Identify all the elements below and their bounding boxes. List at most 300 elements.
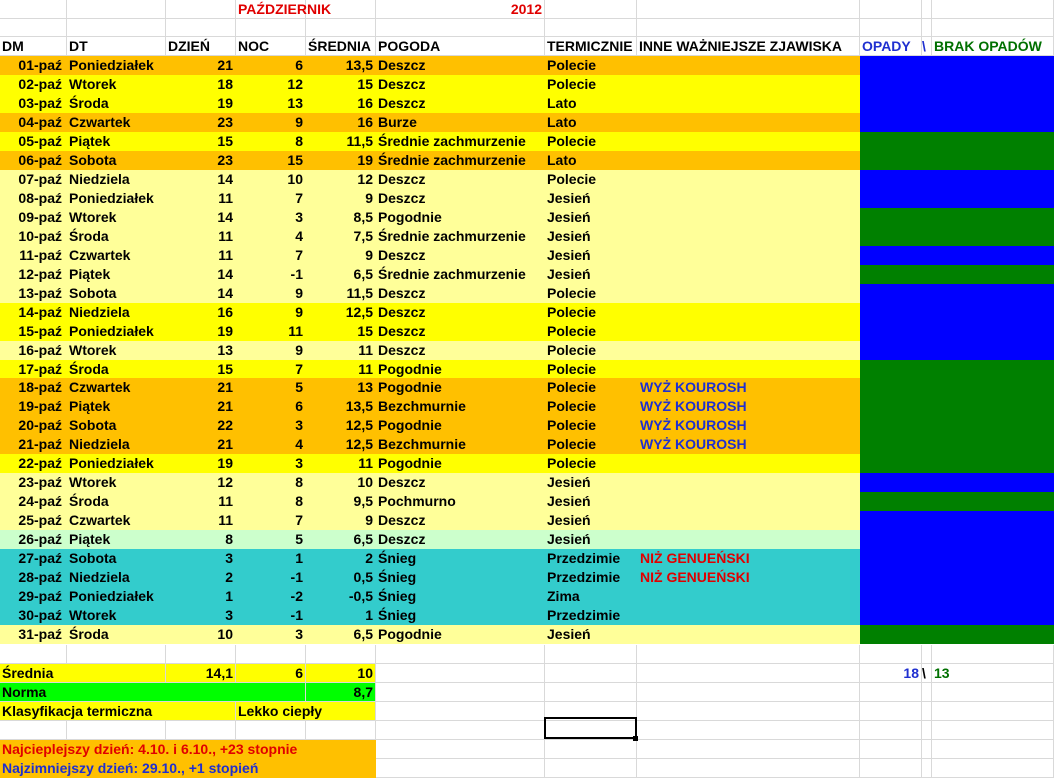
cell-thermal[interactable]: Polecie [545,322,637,341]
precip-indicator[interactable] [860,341,1054,360]
cell[interactable] [637,645,860,664]
cell-dm[interactable]: 21-paź [0,435,67,454]
cell-day[interactable]: 1 [166,587,236,606]
cell-dt[interactable]: Środa [67,360,166,378]
cell-day[interactable]: 14 [166,265,236,284]
cell-thermal[interactable]: Przedzimie [545,606,637,625]
cell[interactable] [545,0,637,19]
coldest-day[interactable]: Najzimniejszy dzień: 29.10., +1 stopień [0,759,376,778]
cell[interactable] [0,721,67,740]
cell-avg[interactable]: 8,5 [306,208,376,227]
cell-dm[interactable]: 10-paź [0,227,67,246]
cell-avg[interactable]: 12,5 [306,416,376,435]
cell-weather[interactable]: Deszcz [376,94,545,113]
cell-night[interactable]: 7 [236,189,306,208]
cell-weather[interactable]: Bezchmurnie [376,435,545,454]
cell-day[interactable]: 19 [166,454,236,473]
cell-avg[interactable]: 13 [306,378,376,397]
classification-value[interactable]: Lekko ciepły [236,702,376,721]
cell-night[interactable]: 7 [236,246,306,265]
no-precip-indicator[interactable] [860,435,1054,454]
precip-days[interactable]: 18 [860,664,922,683]
header-noprecip[interactable]: BRAK OPADÓW [932,37,1054,56]
cell-event[interactable]: NIŻ GENUEŃSKI [637,568,860,587]
cell[interactable] [860,759,922,778]
cell[interactable] [545,645,637,664]
cell-event[interactable] [637,530,860,549]
cell[interactable] [67,19,166,37]
cell-thermal[interactable]: Polecie [545,378,637,397]
cell-dm[interactable]: 01-paź [0,56,67,75]
cell-night[interactable]: 9 [236,303,306,322]
cell-weather[interactable]: Deszcz [376,530,545,549]
cell-avg[interactable]: 19 [306,151,376,170]
cell-avg[interactable]: 6,5 [306,530,376,549]
cell-event[interactable] [637,454,860,473]
cell-thermal[interactable]: Polecie [545,75,637,94]
cell-avg[interactable]: 12,5 [306,435,376,454]
cell-dm[interactable]: 30-paź [0,606,67,625]
cell-day[interactable]: 14 [166,284,236,303]
cell-day[interactable]: 12 [166,473,236,492]
average-night[interactable]: 6 [236,664,306,683]
cell-weather[interactable]: Średnie zachmurzenie [376,227,545,246]
cell[interactable] [637,740,860,759]
cell-day[interactable]: 23 [166,151,236,170]
cell-day[interactable]: 8 [166,530,236,549]
cell-avg[interactable]: -0,5 [306,587,376,606]
no-precip-indicator[interactable] [860,397,1054,416]
cell[interactable] [236,645,306,664]
average-label[interactable]: Średnia [0,664,166,683]
cell-day[interactable]: 21 [166,378,236,397]
cell-night[interactable]: -2 [236,587,306,606]
cell[interactable] [860,702,922,721]
cell-dt[interactable]: Środa [67,94,166,113]
cell-dt[interactable]: Czwartek [67,511,166,530]
cell-dm[interactable]: 08-paź [0,189,67,208]
cell-event[interactable] [637,360,860,378]
cell-dt[interactable]: Niedziela [67,303,166,322]
cell[interactable] [376,664,545,683]
cell-night[interactable]: 3 [236,416,306,435]
cell[interactable] [932,759,1054,778]
cell[interactable] [376,19,545,37]
cell[interactable] [922,19,932,37]
cell-thermal[interactable]: Zima [545,587,637,606]
cell-thermal[interactable]: Polecie [545,360,637,378]
precip-indicator[interactable] [860,511,1054,530]
cell-dm[interactable]: 22-paź [0,454,67,473]
header-weather[interactable]: POGODA [376,37,545,56]
cell-weather[interactable]: Pogodnie [376,454,545,473]
cell-avg[interactable]: 6,5 [306,625,376,644]
cell-event[interactable] [637,75,860,94]
cell-weather[interactable]: Burze [376,113,545,132]
cell-night[interactable]: 3 [236,454,306,473]
cell-weather[interactable]: Pogodnie [376,625,545,644]
cell[interactable] [67,645,166,664]
cell-dm[interactable]: 09-paź [0,208,67,227]
cell-day[interactable]: 18 [166,75,236,94]
cell-dt[interactable]: Piątek [67,132,166,151]
cell[interactable] [860,645,922,664]
cell-avg[interactable]: 9,5 [306,492,376,511]
noprecip-days[interactable]: 13 [932,664,1054,683]
cell[interactable] [545,19,637,37]
cell[interactable] [860,19,922,37]
cell-day[interactable]: 10 [166,625,236,644]
cell-dt[interactable]: Sobota [67,549,166,568]
cell-event[interactable] [637,208,860,227]
cell-thermal[interactable]: Polecie [545,56,637,75]
cell-night[interactable]: 4 [236,435,306,454]
header-dm[interactable]: DM [0,37,67,56]
cell-night[interactable]: 13 [236,94,306,113]
cell-dm[interactable]: 24-paź [0,492,67,511]
header-avg[interactable]: ŚREDNIA [306,37,376,56]
precip-indicator[interactable] [860,75,1054,94]
cell-dt[interactable]: Poniedziałek [67,56,166,75]
cell-thermal[interactable]: Jesień [545,492,637,511]
cell[interactable] [932,721,1054,740]
header-sep[interactable]: \ [922,37,932,56]
precip-indicator[interactable] [860,189,1054,208]
cell[interactable] [932,19,1054,37]
cell-night[interactable]: 5 [236,530,306,549]
cell-dm[interactable]: 07-paź [0,170,67,189]
cell-thermal[interactable]: Lato [545,151,637,170]
no-precip-indicator[interactable] [860,360,1054,378]
cell-day[interactable]: 21 [166,397,236,416]
cell-thermal[interactable]: Polecie [545,303,637,322]
precip-indicator[interactable] [860,473,1054,492]
cell-dm[interactable]: 31-paź [0,625,67,644]
cell[interactable] [545,683,637,702]
cell-weather[interactable]: Deszcz [376,246,545,265]
cell[interactable] [166,645,236,664]
cell-day[interactable]: 13 [166,341,236,360]
cell-avg[interactable]: 1 [306,606,376,625]
no-precip-indicator[interactable] [860,416,1054,435]
cell-dm[interactable]: 27-paź [0,549,67,568]
cell-event[interactable] [637,170,860,189]
cell-day[interactable]: 16 [166,303,236,322]
cell[interactable] [306,19,376,37]
cell-dm[interactable]: 04-paź [0,113,67,132]
cell-event[interactable]: NIŻ GENUEŃSKI [637,549,860,568]
cell-thermal[interactable]: Jesień [545,208,637,227]
cell-day[interactable]: 14 [166,208,236,227]
cell-night[interactable]: 15 [236,151,306,170]
cell-avg[interactable]: 15 [306,322,376,341]
cell-dt[interactable]: Wtorek [67,606,166,625]
cell-thermal[interactable]: Polecie [545,416,637,435]
cell-day[interactable]: 11 [166,492,236,511]
cell-night[interactable]: 9 [236,341,306,360]
cell-avg[interactable]: 11 [306,454,376,473]
cell-day[interactable]: 11 [166,189,236,208]
cell-night[interactable]: 9 [236,284,306,303]
cell-dt[interactable]: Sobota [67,151,166,170]
cell-dt[interactable]: Wtorek [67,473,166,492]
cell-dm[interactable]: 13-paź [0,284,67,303]
cell-event[interactable] [637,113,860,132]
cell-dt[interactable]: Sobota [67,284,166,303]
cell-day[interactable]: 14 [166,170,236,189]
cell[interactable] [922,645,932,664]
cell-avg[interactable]: 12 [306,170,376,189]
no-precip-indicator[interactable] [860,454,1054,473]
cell-dm[interactable]: 05-paź [0,132,67,151]
cell-night[interactable]: 8 [236,492,306,511]
cell[interactable] [637,721,860,740]
cell-dm[interactable]: 17-paź [0,360,67,378]
no-precip-indicator[interactable] [860,378,1054,397]
cell-day[interactable]: 22 [166,416,236,435]
cell-dt[interactable]: Piątek [67,397,166,416]
cell-dt[interactable]: Poniedziałek [67,322,166,341]
precip-indicator[interactable] [860,568,1054,587]
average-day[interactable]: 14,1 [166,664,236,683]
cell[interactable] [67,721,166,740]
cell-dt[interactable]: Wtorek [67,208,166,227]
cell-event[interactable] [637,587,860,606]
cell[interactable] [166,0,236,19]
cell-weather[interactable]: Średnie zachmurzenie [376,265,545,284]
precip-indicator[interactable] [860,303,1054,322]
cell[interactable] [0,645,67,664]
cell-weather[interactable]: Bezchmurnie [376,397,545,416]
cell-dm[interactable]: 29-paź [0,587,67,606]
cell-dt[interactable]: Piątek [67,265,166,284]
header-thermal[interactable]: TERMICZNIE [545,37,637,56]
cell-thermal[interactable]: Jesień [545,530,637,549]
cell[interactable] [932,740,1054,759]
cell-event[interactable] [637,341,860,360]
cell[interactable] [236,19,306,37]
cell-event[interactable]: WYŻ KOUROSH [637,435,860,454]
precip-indicator[interactable] [860,587,1054,606]
cell-thermal[interactable]: Polecie [545,397,637,416]
cell-thermal[interactable]: Polecie [545,341,637,360]
cell-thermal[interactable]: Jesień [545,246,637,265]
cell-dt[interactable]: Niedziela [67,170,166,189]
no-precip-indicator[interactable] [860,492,1054,511]
cell-night[interactable]: 4 [236,227,306,246]
cell-thermal[interactable]: Jesień [545,265,637,284]
cell-dm[interactable]: 02-paź [0,75,67,94]
cell-event[interactable] [637,94,860,113]
cell-thermal[interactable]: Polecie [545,454,637,473]
cell-thermal[interactable]: Polecie [545,170,637,189]
cell-avg[interactable]: 6,5 [306,265,376,284]
cell-thermal[interactable]: Polecie [545,132,637,151]
cell-avg[interactable]: 11,5 [306,132,376,151]
selected-cell-cursor[interactable] [544,717,637,739]
cell[interactable] [376,702,545,721]
cell-avg[interactable]: 13,5 [306,397,376,416]
cell-weather[interactable]: Średnie zachmurzenie [376,151,545,170]
cell[interactable] [637,683,860,702]
cell-event[interactable] [637,322,860,341]
cell-dt[interactable]: Niedziela [67,435,166,454]
cell-thermal[interactable]: Jesień [545,189,637,208]
cell-weather[interactable]: Deszcz [376,56,545,75]
cell[interactable] [637,664,860,683]
cell[interactable] [637,702,860,721]
precip-indicator[interactable] [860,606,1054,625]
cell-avg[interactable]: 2 [306,549,376,568]
cell-dm[interactable]: 25-paź [0,511,67,530]
cell-dm[interactable]: 18-paź [0,378,67,397]
cell-thermal[interactable]: Jesień [545,511,637,530]
precip-indicator[interactable] [860,94,1054,113]
cell-dm[interactable]: 03-paź [0,94,67,113]
cell-dt[interactable]: Wtorek [67,75,166,94]
cell[interactable] [932,683,1054,702]
cell-avg[interactable]: 16 [306,94,376,113]
cell-night[interactable]: 10 [236,170,306,189]
cell-weather[interactable]: Śnieg [376,606,545,625]
cell-day[interactable]: 23 [166,113,236,132]
cell-day[interactable]: 21 [166,56,236,75]
cell-avg[interactable]: 9 [306,189,376,208]
cell-weather[interactable]: Deszcz [376,170,545,189]
cell-dt[interactable]: Poniedziałek [67,587,166,606]
no-precip-indicator[interactable] [860,132,1054,151]
cell-weather[interactable]: Deszcz [376,75,545,94]
norm-value[interactable]: 8,7 [306,683,376,702]
cell-event[interactable]: WYŻ KOUROSH [637,378,860,397]
cell-day[interactable]: 11 [166,246,236,265]
cell-avg[interactable]: 0,5 [306,568,376,587]
no-precip-indicator[interactable] [860,265,1054,284]
cell-night[interactable]: 6 [236,397,306,416]
cell[interactable] [306,645,376,664]
cell[interactable] [166,19,236,37]
month-title[interactable]: PAŹDZIERNIK [238,1,332,17]
cell-avg[interactable]: 9 [306,246,376,265]
cell-day[interactable]: 11 [166,227,236,246]
cell[interactable] [932,702,1054,721]
cell-weather[interactable]: Śnieg [376,587,545,606]
cell[interactable] [922,740,932,759]
cell-day[interactable]: 19 [166,322,236,341]
cell-weather[interactable]: Deszcz [376,284,545,303]
cell-dm[interactable]: 20-paź [0,416,67,435]
cell-day[interactable]: 19 [166,94,236,113]
cell-avg[interactable]: 15 [306,75,376,94]
precip-indicator[interactable] [860,549,1054,568]
cell[interactable] [376,645,545,664]
cell-dm[interactable]: 28-paź [0,568,67,587]
cell[interactable] [0,0,67,19]
cell-night[interactable]: -1 [236,568,306,587]
cell[interactable] [637,0,860,19]
cell-dt[interactable]: Piątek [67,530,166,549]
cell-event[interactable] [637,511,860,530]
cell[interactable] [0,19,67,37]
cell-night[interactable]: 7 [236,360,306,378]
year-title[interactable]: 2012 [376,0,545,19]
cell-avg[interactable]: 12,5 [306,303,376,322]
cell-weather[interactable]: Deszcz [376,473,545,492]
cell-dm[interactable]: 14-paź [0,303,67,322]
cell-dm[interactable]: 19-paź [0,397,67,416]
cell[interactable] [236,721,306,740]
cell-dt[interactable]: Środa [67,227,166,246]
cell-event[interactable]: WYŻ KOUROSH [637,397,860,416]
cell-dm[interactable]: 26-paź [0,530,67,549]
cell-night[interactable]: 6 [236,56,306,75]
precip-indicator[interactable] [860,170,1054,189]
cell-thermal[interactable]: Polecie [545,284,637,303]
cell-day[interactable]: 11 [166,511,236,530]
cell-night[interactable]: 3 [236,625,306,644]
classification-label[interactable]: Klasyfikacja termiczna [0,702,236,721]
cell-night[interactable]: 7 [236,511,306,530]
cell-event[interactable] [637,56,860,75]
cell-dm[interactable]: 12-paź [0,265,67,284]
cell-avg[interactable]: 7,5 [306,227,376,246]
cell-event[interactable] [637,303,860,322]
cell-avg[interactable]: 13,5 [306,56,376,75]
cell[interactable] [922,702,932,721]
fill-handle[interactable] [633,736,638,741]
cell-day[interactable]: 3 [166,549,236,568]
average-mean[interactable]: 10 [306,664,376,683]
cell-event[interactable] [637,151,860,170]
precip-indicator[interactable] [860,322,1054,341]
cell-night[interactable]: 11 [236,322,306,341]
cell-dt[interactable]: Czwartek [67,378,166,397]
cell-dm[interactable]: 11-paź [0,246,67,265]
cell-night[interactable]: 8 [236,473,306,492]
cell[interactable] [376,721,545,740]
cell-weather[interactable]: Pogodnie [376,416,545,435]
cell-dt[interactable]: Sobota [67,416,166,435]
header-night[interactable]: NOC [236,37,306,56]
hottest-day[interactable]: Najcieplejszy dzień: 4.10. i 6.10., +23 stopnie [0,740,376,759]
cell[interactable] [376,683,545,702]
cell-dt[interactable]: Środa [67,492,166,511]
no-precip-indicator[interactable] [860,208,1054,227]
cell-weather[interactable]: Deszcz [376,303,545,322]
cell-event[interactable]: WYŻ KOUROSH [637,416,860,435]
cell[interactable] [922,759,932,778]
cell-night[interactable]: -1 [236,606,306,625]
precip-indicator[interactable] [860,284,1054,303]
cell-dm[interactable]: 16-paź [0,341,67,360]
precip-indicator[interactable] [860,56,1054,75]
header-dt[interactable]: DT [67,37,166,56]
cell-event[interactable] [637,492,860,511]
cell-weather[interactable]: Śnieg [376,549,545,568]
cell-event[interactable] [637,132,860,151]
cell-dt[interactable]: Poniedziałek [67,189,166,208]
cell-event[interactable] [637,265,860,284]
cell-avg[interactable]: 10 [306,473,376,492]
cell-thermal[interactable]: Jesień [545,625,637,644]
cell-dt[interactable]: Niedziela [67,568,166,587]
cell-avg[interactable]: 9 [306,511,376,530]
cell[interactable] [67,0,166,19]
cell-event[interactable] [637,227,860,246]
cell-event[interactable] [637,606,860,625]
cell-thermal[interactable]: Przedzimie [545,549,637,568]
header-day[interactable]: DZIEŃ [166,37,236,56]
